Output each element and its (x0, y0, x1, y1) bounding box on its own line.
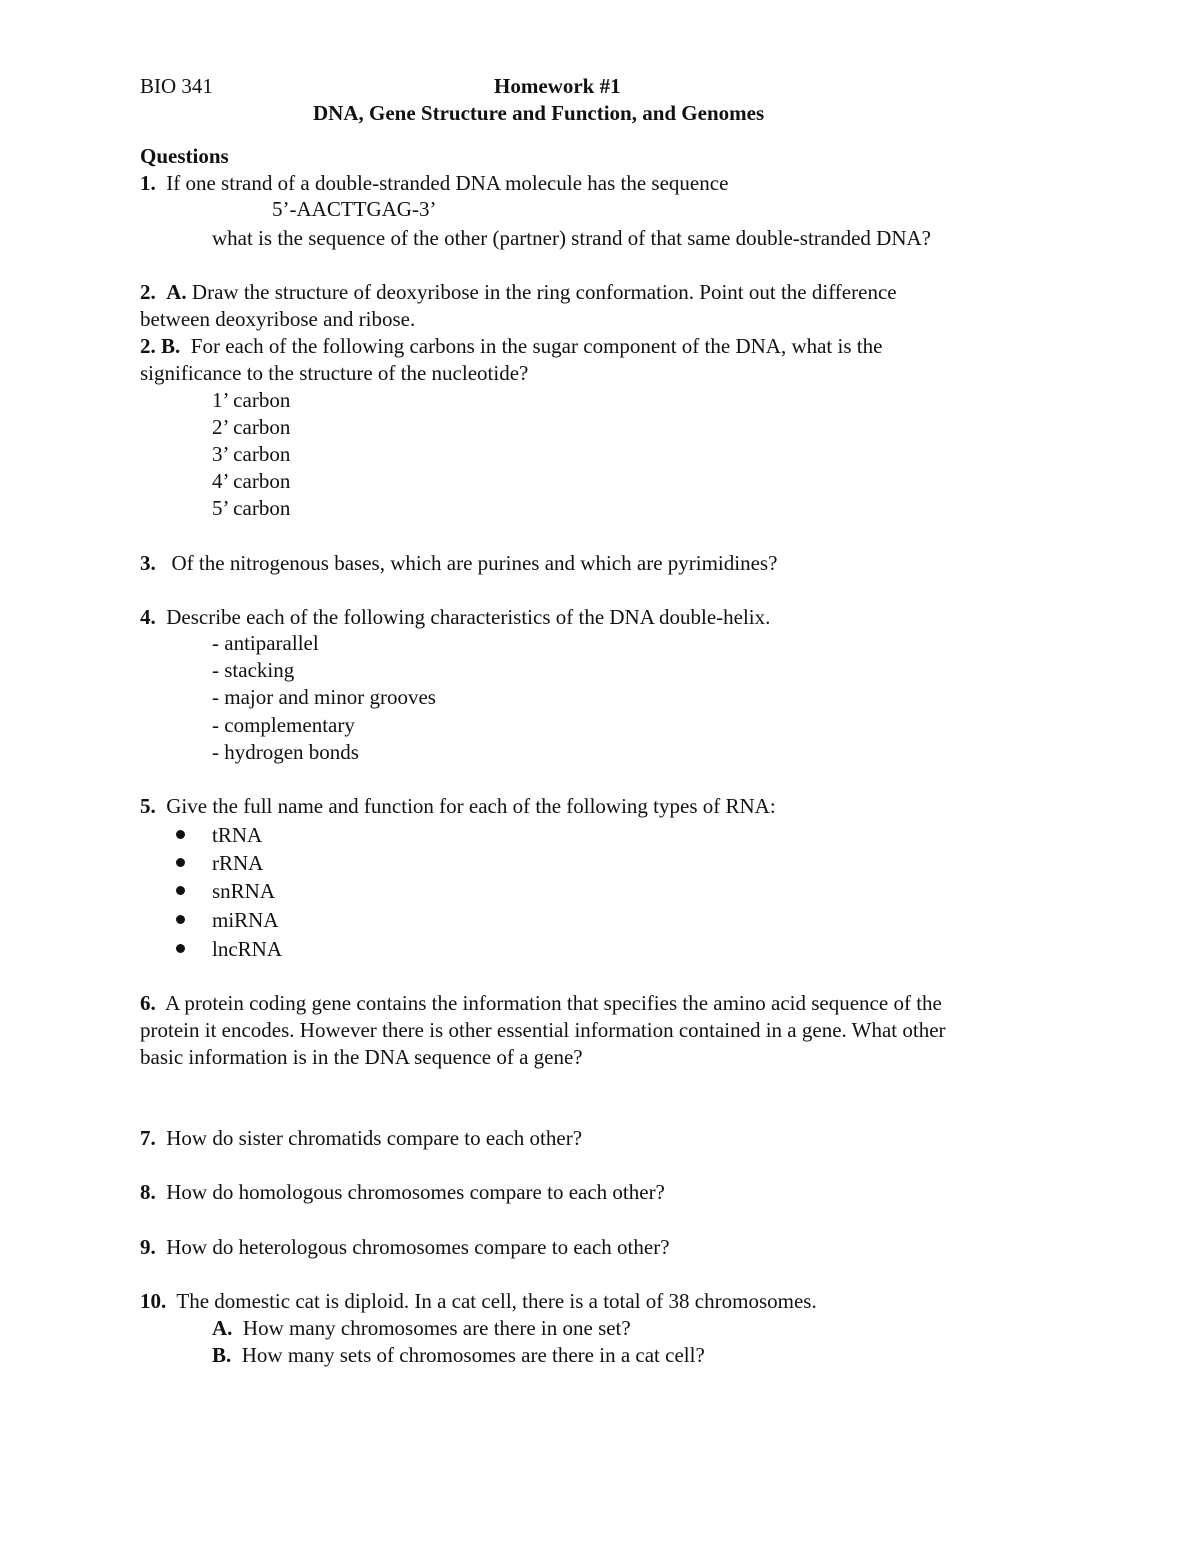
carbon-item: 5’ carbon (212, 496, 291, 520)
section-heading: Questions (140, 144, 229, 168)
rna-item: miRNA (212, 908, 279, 932)
characteristic-item: - antiparallel (212, 631, 319, 655)
rna-item: tRNA (212, 823, 263, 847)
question-1: 1. If one strand of a double-stranded DNA molecule has the sequence (140, 171, 729, 195)
page-subtitle: DNA, Gene Structure and Function, and Genomes (313, 101, 765, 125)
question-2a-cont: between deoxyribose and ribose. (140, 307, 416, 331)
carbon-item: 1’ carbon (212, 388, 291, 412)
carbon-item: 3’ carbon (212, 442, 291, 466)
question-8: 8. How do homologous chromosomes compare to each other? (140, 1180, 665, 1204)
bullet-icon (176, 944, 185, 953)
question-6: 6. A protein coding gene contains the information that specifies the amino acid sequence of the (140, 991, 942, 1015)
question-5: 5. Give the full name and function for each of the following types of RNA: (140, 794, 776, 818)
question-6-cont: protein it encodes. However there is other essential information contained in a gene. What other (140, 1018, 946, 1042)
rna-item: rRNA (212, 851, 264, 875)
question-2a: 2. A. Draw the structure of deoxyribose in the ring conformation. Point out the difference (140, 280, 897, 304)
bullet-icon (176, 830, 185, 839)
carbon-item: 2’ carbon (212, 415, 291, 439)
rna-item: lncRNA (212, 937, 282, 961)
question-10a: A. How many chromosomes are there in one set? (212, 1316, 631, 1340)
characteristic-item: - major and minor grooves (212, 685, 436, 709)
question-10: 10. The domestic cat is diploid. In a cat cell, there is a total of 38 chromosomes. (140, 1289, 817, 1313)
page-title: Homework #1 (494, 74, 621, 98)
question-3: 3. Of the nitrogenous bases, which are purines and which are pyrimidines? (140, 551, 778, 575)
question-1-sequence: 5’-AACTTGAG-3’ (272, 197, 437, 221)
question-10b: B. How many sets of chromosomes are there in a cat cell? (212, 1343, 705, 1367)
course-code: BIO 341 (140, 74, 213, 98)
question-2b: 2. B. For each of the following carbons in the sugar component of the DNA, what is the (140, 334, 883, 358)
question-1-followup: what is the sequence of the other (partner) strand of that same double-stranded DNA? (212, 226, 931, 250)
question-7: 7. How do sister chromatids compare to each other? (140, 1126, 583, 1150)
bullet-icon (176, 858, 185, 867)
characteristic-item: - stacking (212, 658, 295, 682)
carbon-item: 4’ carbon (212, 469, 291, 493)
question-9: 9. How do heterologous chromosomes compare to each other? (140, 1235, 670, 1259)
question-6-cont: basic information is in the DNA sequence of a gene? (140, 1045, 583, 1069)
bullet-icon (176, 886, 185, 895)
characteristic-item: - hydrogen bonds (212, 740, 359, 764)
question-4: 4. Describe each of the following characteristics of the DNA double-helix. (140, 605, 771, 629)
question-2b-cont: significance to the structure of the nucleotide? (140, 361, 529, 385)
rna-item: snRNA (212, 879, 276, 903)
bullet-icon (176, 915, 185, 924)
characteristic-item: - complementary (212, 713, 355, 737)
